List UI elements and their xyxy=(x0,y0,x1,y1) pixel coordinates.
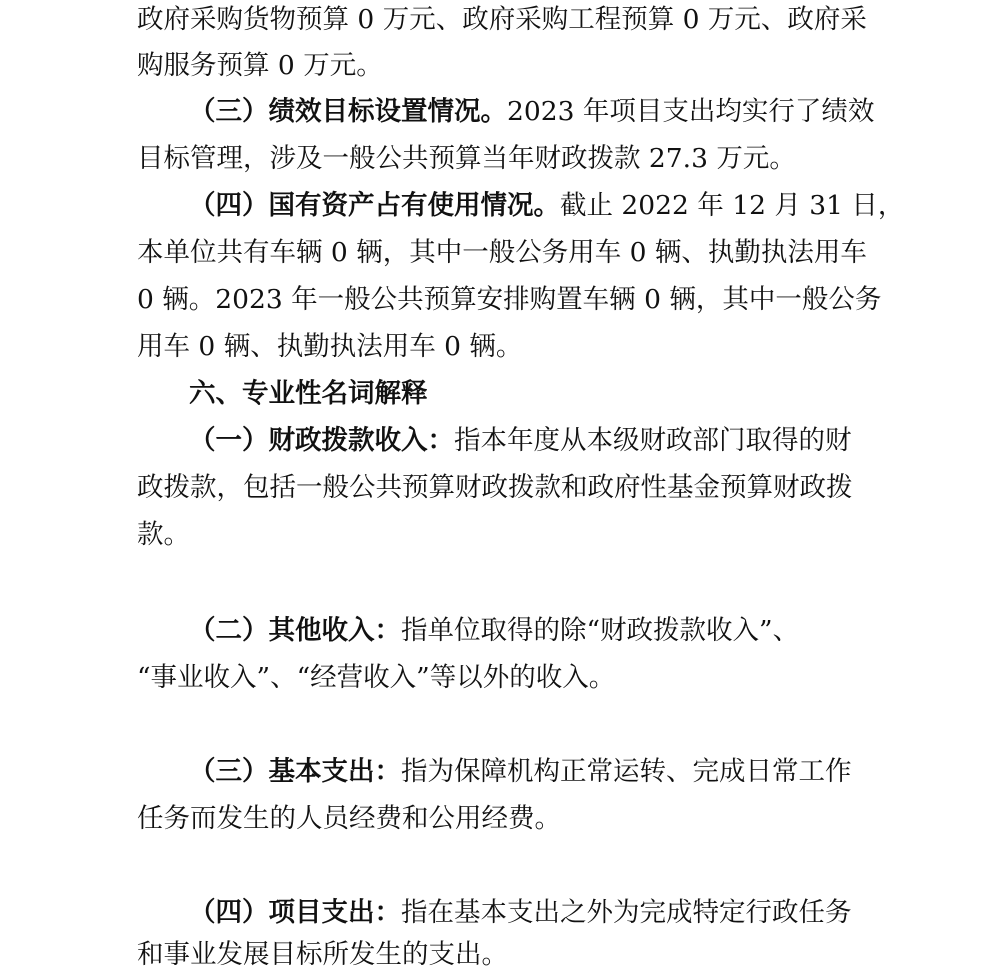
term-definition: 和事业发展目标所发生的支出。 xyxy=(137,939,508,970)
paragraph-line xyxy=(137,280,881,320)
paragraph-line xyxy=(137,515,190,555)
paragraph-text: 政府采购货物预算 0 万元、政府采购工程预算 0 万元、政府采 xyxy=(137,4,867,35)
term-definition: 政拨款，包括一般公共预算财政拨款和政府性基金预算财政拨 xyxy=(137,472,853,503)
paragraph-text: 目标管理，涉及一般公共预算当年财政拨款 27.3 万元。 xyxy=(137,143,796,174)
paragraph-line xyxy=(189,611,799,651)
paragraph-lead: （三）绩效目标设置情况。 xyxy=(189,96,507,127)
section-heading-text: 六、专业性名词解释 xyxy=(189,378,428,409)
paragraph-line xyxy=(189,92,874,132)
term-label: （四）项目支出： xyxy=(189,897,401,928)
section-heading xyxy=(189,374,428,414)
paragraph-text: 截止 2022 年 12 月 31 日， xyxy=(560,190,905,221)
paragraph-line xyxy=(137,468,853,508)
term-definition: 指单位取得的除“财政拨款收入”、 xyxy=(401,615,800,646)
term-definition: 指为保障机构正常运转、完成日常工作 xyxy=(401,756,852,787)
paragraph-text: 用车 0 辆、执勤执法用车 0 辆。 xyxy=(137,331,523,362)
paragraph-line xyxy=(189,186,904,226)
paragraph-text: 本单位共有车辆 0 辆，其中一般公务用车 0 辆、执勤执法用车 xyxy=(137,237,867,268)
paragraph-text: 0 辆。2023 年一般公共预算安排购置车辆 0 辆，其中一般公务 xyxy=(137,284,882,315)
term-definition: 指在基本支出之外为完成特定行政任务 xyxy=(401,897,852,928)
paragraph-text: 购服务预算 0 万元。 xyxy=(137,50,383,81)
term-label: （一）财政拨款收入： xyxy=(189,425,454,456)
term-label: （三）基本支出： xyxy=(189,756,401,787)
paragraph-text: 2023 年项目支出均实行了绩效 xyxy=(507,96,875,127)
term-definition: 任务而发生的人员经费和公用经费。 xyxy=(137,803,561,834)
paragraph-line xyxy=(137,935,508,975)
term-label: （二）其他收入： xyxy=(189,615,401,646)
paragraph-line xyxy=(137,658,615,698)
paragraph-line xyxy=(137,46,383,86)
paragraph-line xyxy=(189,752,852,792)
paragraph-line xyxy=(137,799,561,839)
term-definition: 指本年度从本级财政部门取得的财 xyxy=(454,425,852,456)
term-definition: 款。 xyxy=(137,519,190,550)
term-definition: “事业收入”、“经营收入”等以外的收入。 xyxy=(137,662,616,693)
paragraph-line xyxy=(137,0,867,40)
paragraph-line xyxy=(137,233,867,273)
paragraph-line xyxy=(189,893,852,933)
paragraph-lead: （四）国有资产占有使用情况。 xyxy=(189,190,560,221)
paragraph-line xyxy=(137,327,522,367)
paragraph-line xyxy=(137,139,796,179)
paragraph-line xyxy=(189,421,852,461)
